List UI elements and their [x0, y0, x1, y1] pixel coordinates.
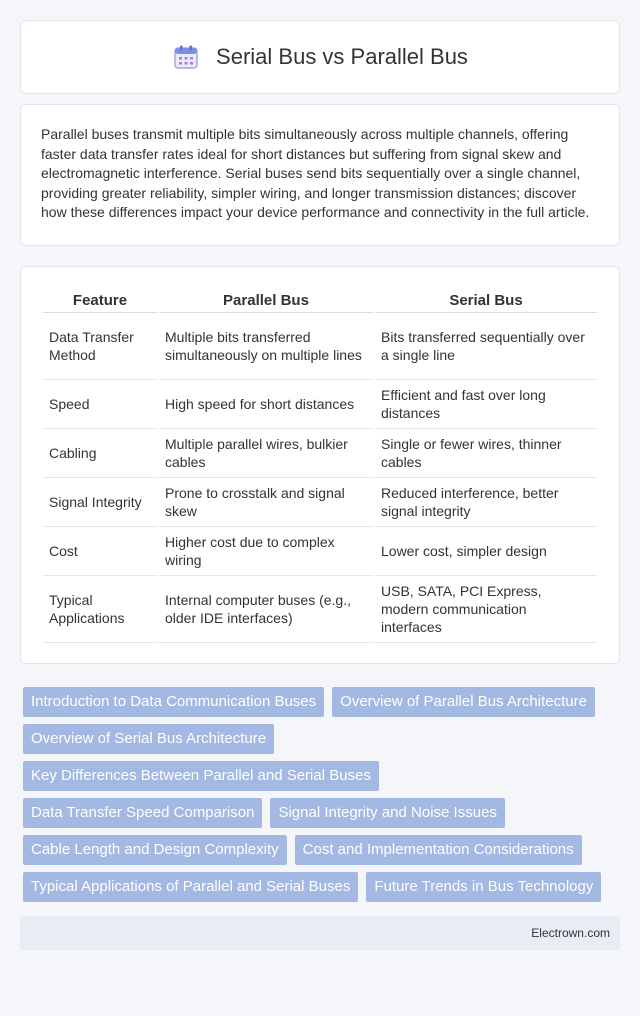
page-title: Serial Bus vs Parallel Bus — [216, 44, 468, 69]
comparison-table-card — [20, 266, 620, 664]
topic-tag-applications[interactable]: Typical Applications of Parallel and Serial Buses — [23, 872, 358, 902]
topic-tag-parallel-overview[interactable]: Overview of Parallel Bus Architecture — [332, 687, 595, 717]
table-cell-feature: Signal Integrity — [43, 478, 157, 527]
table-cell-parallel: Prone to crosstalk and signal skew — [159, 478, 373, 527]
table-cell-parallel: Higher cost due to complex wiring — [159, 527, 373, 576]
table-row — [43, 313, 597, 380]
table-cell-parallel: High speed for short distances — [159, 380, 373, 429]
table-cell-feature: Cabling — [43, 429, 157, 478]
table-cell-serial: Efficient and fast over long distances — [375, 380, 597, 429]
topic-tag-future-trends[interactable]: Future Trends in Bus Technology — [366, 872, 601, 902]
table-cell-serial: Lower cost, simpler design — [375, 527, 597, 576]
intro-text: Parallel buses transmit multiple bits simultaneously across multiple channels, offering faster data transfer rates ideal for short distances but suffering from signal skew and electromagnetic interference. Serial buses send bits sequentially over a single channel, providing greater reliability, simpler wiring, and longer transmission distances; discover how these differences impact your device performance and connectivity in the full article. — [41, 126, 590, 220]
table-row — [43, 429, 597, 478]
topic-tags — [20, 687, 620, 902]
footer-site[interactable]: Electrown.com — [531, 925, 610, 940]
table-cell-feature: Cost — [43, 527, 157, 576]
table-header-row — [43, 287, 597, 313]
topic-tag-serial-overview[interactable]: Overview of Serial Bus Architecture — [23, 724, 274, 754]
table-cell-feature: Typical Applications — [43, 576, 157, 643]
table-header-serial: Serial Bus — [375, 287, 597, 313]
intro-card — [20, 104, 620, 246]
table-header-feature: Feature — [43, 287, 157, 313]
topic-tag-introduction[interactable]: Introduction to Data Communication Buses — [23, 687, 324, 717]
table-row — [43, 478, 597, 527]
table-header-parallel: Parallel Bus — [159, 287, 373, 313]
comparison-table — [41, 287, 599, 643]
table-cell-serial: USB, SATA, PCI Express, modern communication interfaces — [375, 576, 597, 643]
table-cell-feature: Data Transfer Method — [43, 313, 157, 380]
table-cell-serial: Bits transferred sequentially over a single line — [375, 313, 597, 380]
footer — [20, 916, 620, 950]
table-cell-parallel: Multiple bits transferred simultaneously on multiple lines — [159, 313, 373, 380]
topic-tag-signal-integrity[interactable]: Signal Integrity and Noise Issues — [270, 798, 504, 828]
topic-tag-cable-length[interactable]: Cable Length and Design Complexity — [23, 835, 287, 865]
topic-tag-speed-comparison[interactable]: Data Transfer Speed Comparison — [23, 798, 262, 828]
table-row — [43, 527, 597, 576]
topic-tag-key-differences[interactable]: Key Differences Between Parallel and Serial Buses — [23, 761, 379, 791]
table-cell-parallel: Internal computer buses (e.g., older IDE interfaces) — [159, 576, 373, 643]
table-cell-serial: Single or fewer wires, thinner cables — [375, 429, 597, 478]
calendar-icon — [172, 43, 200, 71]
table-row — [43, 576, 597, 643]
topic-tag-cost[interactable]: Cost and Implementation Considerations — [295, 835, 582, 865]
table-cell-serial: Reduced interference, better signal integrity — [375, 478, 597, 527]
table-cell-feature: Speed — [43, 380, 157, 429]
table-cell-parallel: Multiple parallel wires, bulkier cables — [159, 429, 373, 478]
table-row — [43, 380, 597, 429]
title-card — [20, 20, 620, 94]
